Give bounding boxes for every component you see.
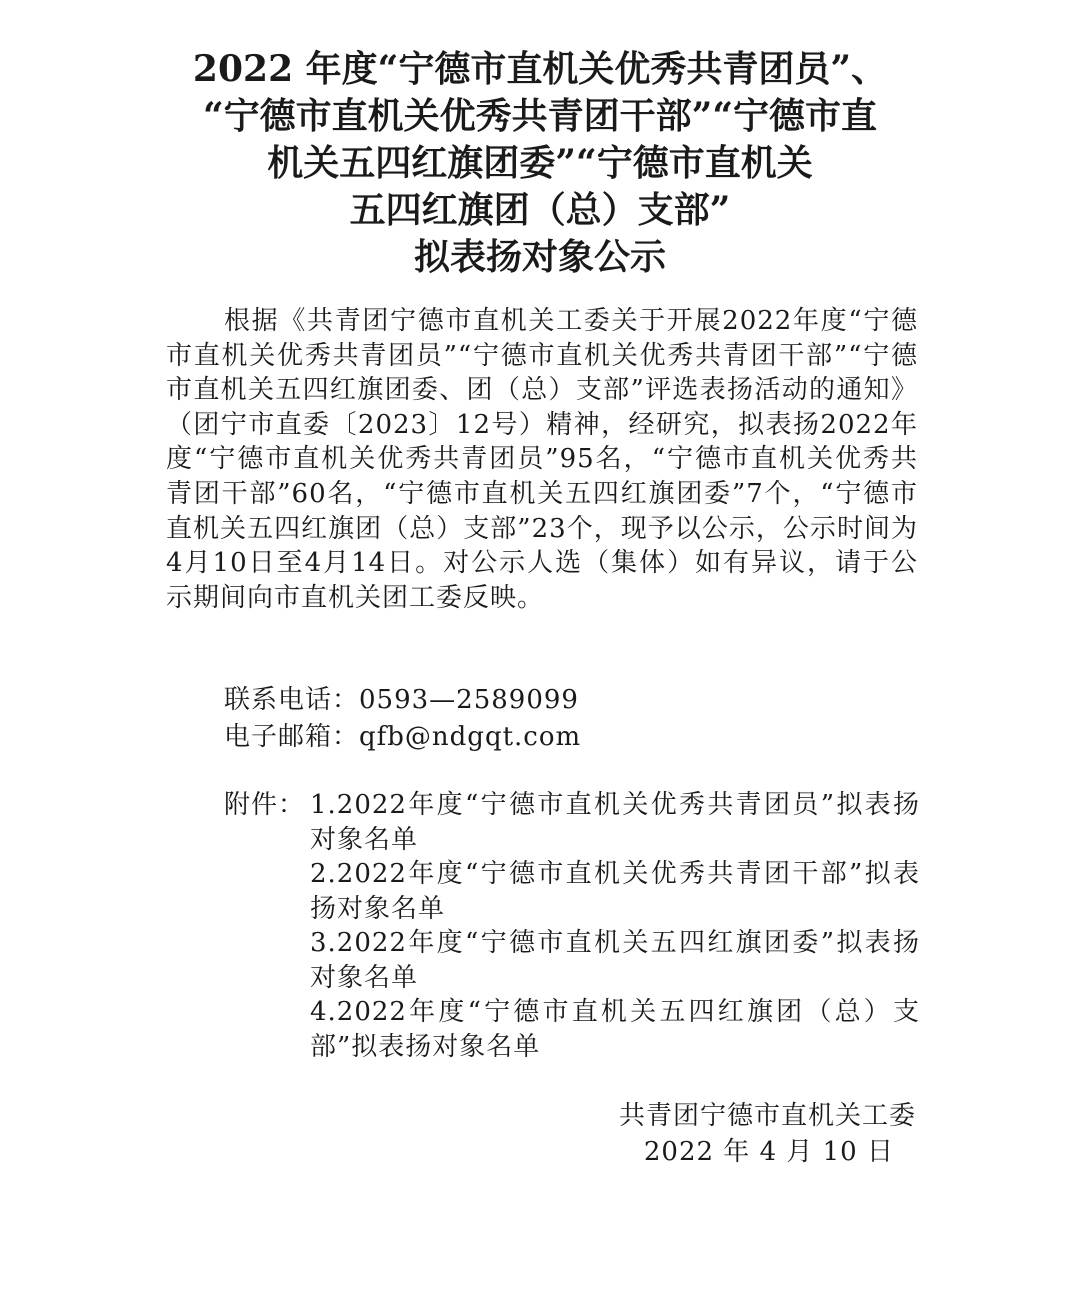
title-line: 拟表扬对象公示 bbox=[413, 236, 666, 278]
issuer-signature: 共青团宁德市直机关工委 bbox=[618, 1101, 916, 1131]
attachment-item: 4.2022年度“宁德市直机关五四红旗团（总）支部”拟表扬对象名单 bbox=[310, 997, 920, 1062]
issue-date: 2022 年 4 月 10 日 bbox=[643, 1137, 894, 1167]
title-line: “宁德市直机关优秀共青团干部”“宁德市直 bbox=[202, 95, 878, 137]
attachment-item: 3.2022年度“宁德市直机关五四红旗团委”拟表扬对象名单 bbox=[310, 928, 920, 993]
attachment-item: 1.2022年度“宁德市直机关优秀共青团员”拟表扬对象名单 bbox=[310, 790, 920, 855]
attachment-item: 2.2022年度“宁德市直机关优秀共青团干部”拟表扬对象名单 bbox=[310, 859, 920, 924]
attachments-label: 附件： bbox=[224, 790, 306, 820]
title-line: 机关五四红旗团委”“宁德市直机关 bbox=[267, 142, 813, 184]
body-paragraph: 根据《共青团宁德市直机关工委关于开展2022年度“宁德市直机关优秀共青团员”“宁德市直机关优秀共青团干部”“宁德市直机关五四红旗团委、团（总）支部”评选表扬活动的通知》（团宁市直委〔2023〕12号）精神，经研究，拟表扬2022年度“宁德市直机关优秀共青团员”95名，“宁德市直机关优秀共青团干部”60名，“宁德市直机关五四红旗团委”7个，“宁德市直机关五四红旗团（总）支部”23个，现予以公示，公示时间为4月10日至4月14日。对公示人选（集体）如有异议，请于公示期间向市直机关团工委反映。 bbox=[166, 306, 918, 613]
title-line: 2022 年度“宁德市直机关优秀共青团员”、 bbox=[192, 48, 888, 90]
attachments-list bbox=[310, 788, 920, 1064]
title-line: 五四红旗团（总）支部” bbox=[349, 189, 731, 231]
contact-email: 电子邮箱：qfb@ndgqt.com bbox=[224, 722, 582, 752]
document-title bbox=[150, 46, 930, 281]
contact-phone: 联系电话：0593—2589099 bbox=[224, 685, 579, 715]
